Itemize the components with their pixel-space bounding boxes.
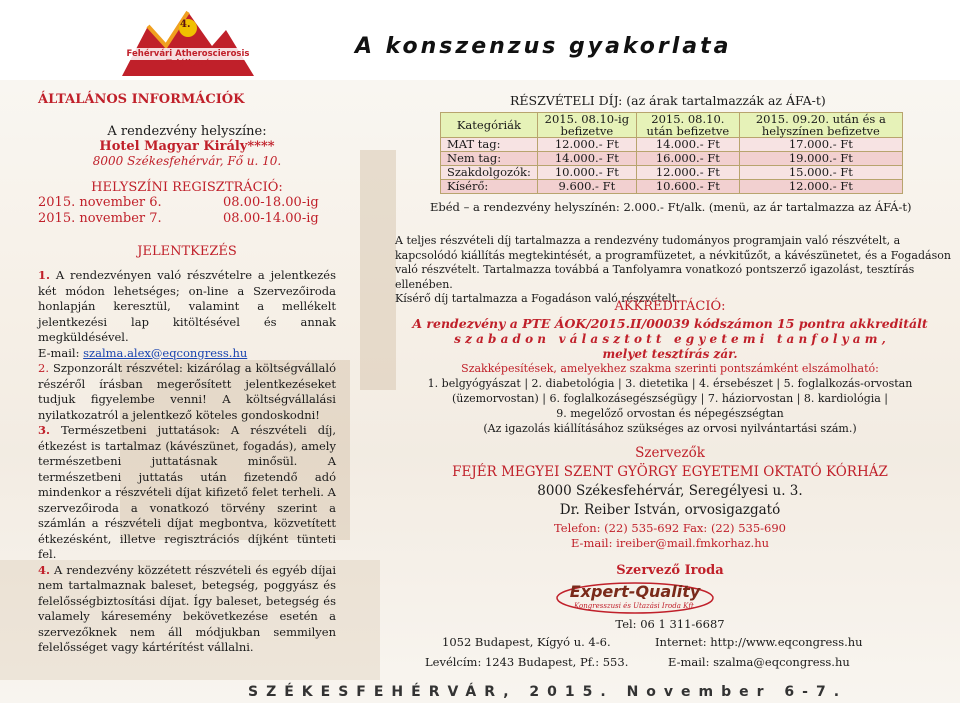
page-title: A konszenzus gyakorlata — [355, 34, 732, 59]
item-text: Természetbeni juttatások: A részvételi díj, étkezést is tartalmaz (kávészünet, fogadás), amely természetbeni juttatásnak minősül. A természetbeni juttatás után fizetendő adó mindenkor a részvételi díjat kifizető felet terheli. A szervezőiroda a vonatkozó törvény szerint a számlán a részvételi díjat megbontva, közvetített étkezésként, illetve regisztrációs díjként tünteti fel. — [38, 423, 337, 561]
expert-quality-logo — [555, 580, 715, 616]
price-table-header — [441, 113, 903, 138]
price-cell: 14.000.- Ft — [537, 152, 636, 166]
organizer-address: 8000 Székesfehérvár, Seregélyesi u. 3. — [537, 483, 803, 499]
organizer-email: E-mail: ireiber@mail.fmkorhaz.hu — [570, 536, 770, 550]
companion-text: Kísérő díj tartalmazza a Fogadáson való részvételt. — [395, 292, 680, 305]
office-internet[interactable]: Internet: http://www.eqcongress.hu — [655, 635, 863, 649]
venue-address: 8000 Székesfehérvár, Fő u. 10. — [92, 154, 282, 168]
accreditation-title: AKKREDITÁCIÓ: — [614, 299, 726, 314]
header-cell: 2015. 08.10. után befizetve — [636, 113, 739, 138]
price-cell: 14.000.- Ft — [636, 138, 739, 152]
price-row — [441, 152, 903, 166]
apply-item-1 — [38, 268, 336, 346]
category-cell: Szakdolgozók: — [441, 166, 538, 180]
apply-item-4 — [38, 563, 336, 656]
left-column — [38, 92, 336, 656]
price-cell: 9.600.- Ft — [537, 180, 636, 194]
price-cell: 10.600.- Ft — [636, 180, 739, 194]
fees-contents-text — [395, 234, 955, 307]
accreditation-line7: 9. megelőző orvostan és népegészségtan — [556, 407, 784, 420]
office-mail-address: Levélcím: 1243 Budapest, Pf.: 553. — [425, 655, 629, 669]
organizer-hospital: FEJÉR MEGYEI SZENT GYÖRGY EGYETEMI OKTATÓ KÓRHÁZ — [452, 464, 888, 480]
email-link[interactable]: szalma.alex@eqcongress.hu — [83, 345, 248, 360]
price-row — [441, 138, 903, 152]
item-text: A rendezvényen való részvételre a jelentkezés két módon lehetséges; on-line a Szervezőiroda honlapján keresztül, valamint a mellékelt jelentkezési lap kitöltésével és annak megküldésével. — [38, 268, 336, 344]
accreditation-line3: melyet tesztírás zár. — [602, 347, 738, 361]
item-number: 4. — [38, 562, 51, 577]
apply-title: JELENTKEZÉS — [137, 244, 237, 259]
apply-item-3 — [38, 423, 336, 563]
price-table — [440, 112, 903, 194]
organizer-phone: Telefon: (22) 535-692 Fax: (22) 535-690 — [553, 521, 786, 535]
category-cell: Nem tag: — [441, 152, 538, 166]
lunch-note: Ebéd – a rendezvény helyszínén: 2.000.- Ft/alk. (menü, az ár tartalmazza az ÁFÁ-t) — [430, 200, 912, 214]
logo-caption: Fehérvári Atheroscierosis Találkozó — [126, 49, 250, 69]
registration-time: 08.00-14.00-ig — [223, 211, 319, 226]
accreditation-line6: (üzemorvostan) | 6. foglalkozásegészségügy | 7. háziorvostan | 8. kardiológia | — [451, 392, 889, 405]
price-row — [441, 166, 903, 180]
item-number: 2. — [38, 361, 49, 375]
registration-time: 08.00-18.00-ig — [223, 195, 319, 210]
price-cell: 16.000.- Ft — [636, 152, 739, 166]
general-info-title: ÁLTALÁNOS INFORMÁCIÓK — [38, 92, 245, 107]
price-cell: 12.000.- Ft — [537, 138, 636, 152]
header-cell: 2015. 08.10-ig befizetve — [537, 113, 636, 138]
email-line — [38, 346, 336, 362]
price-cell: 10.000.- Ft — [537, 166, 636, 180]
venue-label: A rendezvény helyszíne: — [107, 124, 267, 139]
office-email[interactable]: E-mail: szalma@eqcongress.hu — [668, 655, 850, 669]
footer-event-line: SZÉKESFEHÉRVÁR, 2015. November 6-7. — [248, 684, 848, 700]
organizers-title: Szervezők — [635, 445, 705, 461]
item-text: A rendezvény közzétett részvételi és egyéb díjai nem tartalmaznak baleset, betegség, poggyász és felelősségbiztosítási díjat. Így baleset, betegség és valamely káresemény bekövetkezése esetén a szervezőknek nem áll módjukban semmilyen felelősséget vagy kártérítést vállalni. — [38, 562, 336, 654]
header-cell: 2015. 09.20. után és a helyszínen befizetve — [739, 113, 902, 138]
category-cell: MAT tag: — [441, 138, 538, 152]
office-logo-sub: Kongresszusi és Utazási Iroda Kft. — [574, 602, 696, 610]
accreditation-line8: (Az igazolás kiállításához szükséges az orvosi nyilvántartási szám.) — [483, 422, 857, 435]
price-cell: 17.000.- Ft — [739, 138, 902, 152]
office-logo-text: Expert-Quality — [569, 582, 701, 601]
price-row — [441, 180, 903, 194]
contents-text: A teljes részvételi díj tartalmazza a rendezvény tudományos programjain való részvételt, a kapcsolódó kiállítás megtekintését, a programfüzetet, a névkitűzőt, a kávészünetet, és a Fogadáson való részvételt. Tartalmazza továbbá a Tanfolyamra vonatkozó pontszerző igazolást, tesztírás ellenében. — [395, 234, 951, 291]
accreditation-line4: Szakképesítések, amelyekhez szakma szerinti pontszámként elszámolható: — [461, 362, 879, 375]
apply-item-2 — [38, 361, 336, 423]
office-address: 1052 Budapest, Kígyó u. 4-6. — [442, 635, 611, 649]
organizer-person: Dr. Reiber István, orvosigazgató — [559, 502, 781, 518]
price-cell: 12.000.- Ft — [636, 166, 739, 180]
registration-title: HELYSZÍNI REGISZTRÁCIÓ: — [91, 180, 283, 195]
office-title: Szervező Iroda — [616, 563, 724, 578]
office-tel: Tel: 06 1 311-6687 — [615, 617, 725, 631]
registration-date: 2015. november 6. — [38, 195, 162, 210]
logo-number: 4. — [180, 19, 191, 30]
price-cell: 19.000.- Ft — [739, 152, 902, 166]
event-logo — [108, 6, 268, 80]
category-cell: Kísérő: — [441, 180, 538, 194]
accreditation-line5: 1. belgyógyászat | 2. diabetológia | 3. dietetika | 4. érsebészet | 5. foglalkozás-orvostan — [427, 377, 913, 390]
registration-row — [38, 211, 336, 227]
venue-name: Hotel Magyar Király**** — [99, 139, 275, 154]
price-cell: 15.000.- Ft — [739, 166, 902, 180]
registration-date: 2015. november 7. — [38, 211, 162, 226]
fees-title: RÉSZVÉTELI DÍJ: (az árak tartalmazzák az ÁFA-t) — [510, 93, 826, 108]
accreditation-line2: s z a b a d o n v á l a s z t o t t e g y e t e m i t a n f o l y a m , — [454, 332, 886, 346]
header-cell: Kategóriák — [441, 113, 538, 138]
registration-row — [38, 195, 336, 211]
email-label: E-mail: — [38, 345, 80, 360]
item-text: Szponzorált részvétel: kizárólag a költségvállaló részéről írásban megerősített jelentkezéseket tudjuk figyelembe venni! A költségvállalási nyilatkozatról a jelentkező köteles gondoskodni! — [38, 361, 337, 422]
item-number: 1. — [38, 268, 51, 282]
item-number: 3. — [38, 423, 51, 437]
price-cell: 12.000.- Ft — [739, 180, 902, 194]
accreditation-line1: A rendezvény a PTE ÁOK/2015.II/00039 kódszámon 15 pontra akkreditált — [412, 316, 928, 331]
